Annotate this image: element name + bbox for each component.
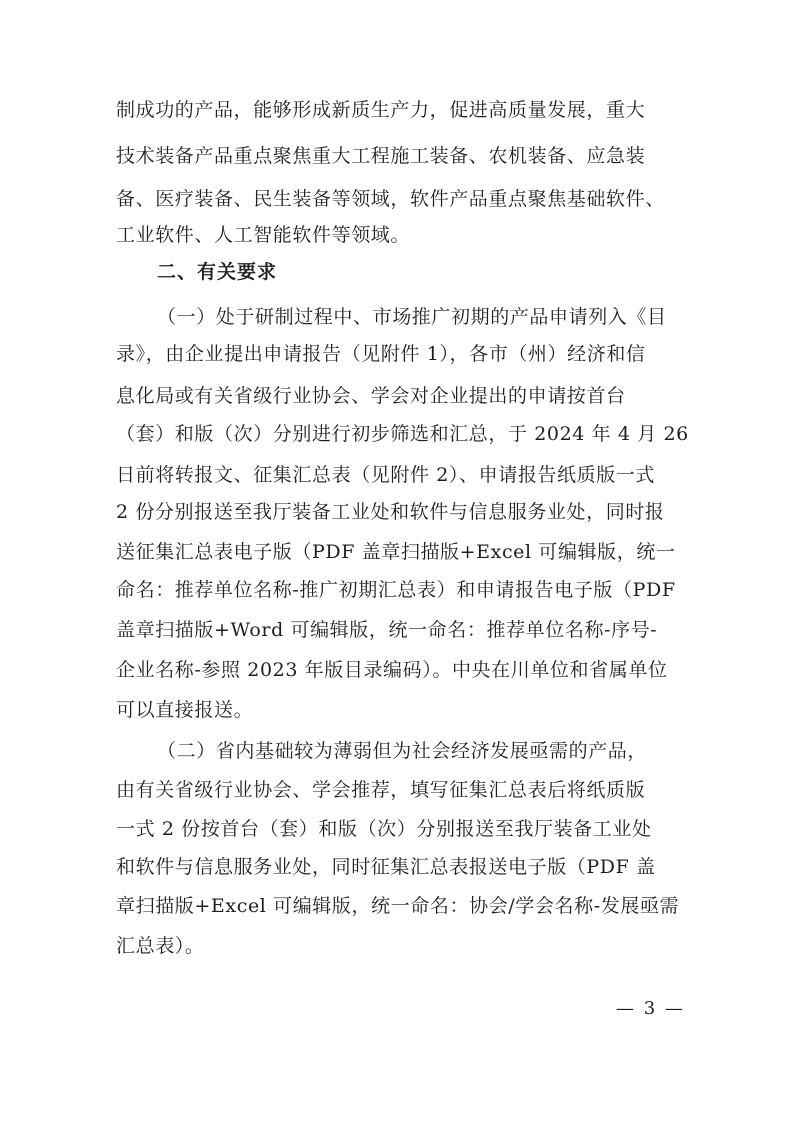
body-text-line: 一式 2 份按首台（套）和版（次）分别报送至我厅装备工业处	[116, 818, 652, 840]
body-text-line: 制成功的产品，能够形成新质生产力，促进高质量发展，重大	[116, 99, 646, 121]
body-text-line: 录》，由企业提出申请报告（见附件 1），各市（州）经济和信	[116, 343, 646, 365]
body-text-line: （二）省内基础较为薄弱但为社会经济发展亟需的产品，	[157, 740, 648, 762]
body-text-line: 2 份分别报送至我厅装备工业处和软件与信息服务业处，同时报	[116, 501, 665, 523]
body-text-line: （套）和版（次）分别进行初步筛选和汇总，于 2024 年 4 月 26	[116, 423, 689, 445]
body-text-line: 和软件与信息服务业处，同时征集汇总表报送电子版（PDF 盖	[116, 856, 656, 878]
body-text-line: （一）处于研制过程中、市场推广初期的产品申请列入《目	[157, 306, 667, 328]
body-text-line: 章扫描版+Excel 可编辑版，统一命名：协会/学会名称-发展亟需	[116, 895, 680, 917]
section-heading: 二、有关要求	[157, 261, 278, 283]
body-text-line: 工业软件、人工智能软件等领域。	[116, 224, 411, 246]
body-text-line: 可以直接报送。	[116, 699, 254, 721]
page-number: — 3 —	[616, 998, 685, 1019]
body-text-line: 备、医疗装备、民生装备等领域，软件产品重点聚焦基础软件、	[116, 188, 665, 210]
body-text-line: 技术装备产品重点聚焦重大工程施工装备、农机装备、应急装	[116, 145, 646, 167]
body-text-line: 企业名称-参照 2023 年版目录编码）。中央在川单位和省属单位	[116, 659, 668, 681]
body-text-line: 汇总表）。	[116, 935, 205, 957]
body-text-line: 送征集汇总表电子版（PDF 盖章扫描版+Excel 可编辑版，统一	[116, 541, 676, 563]
body-text-line: 命名：推荐单位名称-推广初期汇总表）和申请报告电子版（PDF	[116, 579, 676, 601]
body-text-line: 日前将转报文、征集汇总表（见附件 2）、申请报告纸质版一式	[116, 464, 656, 486]
body-text-line: 盖章扫描版+Word 可编辑版，统一命名：推荐单位名称-序号-	[116, 619, 658, 641]
body-text-line: 息化局或有关省级行业协会、学会对企业提出的申请按首台	[116, 385, 626, 407]
body-text-line: 由有关省级行业协会、学会推荐，填写征集汇总表后将纸质版	[116, 779, 646, 801]
